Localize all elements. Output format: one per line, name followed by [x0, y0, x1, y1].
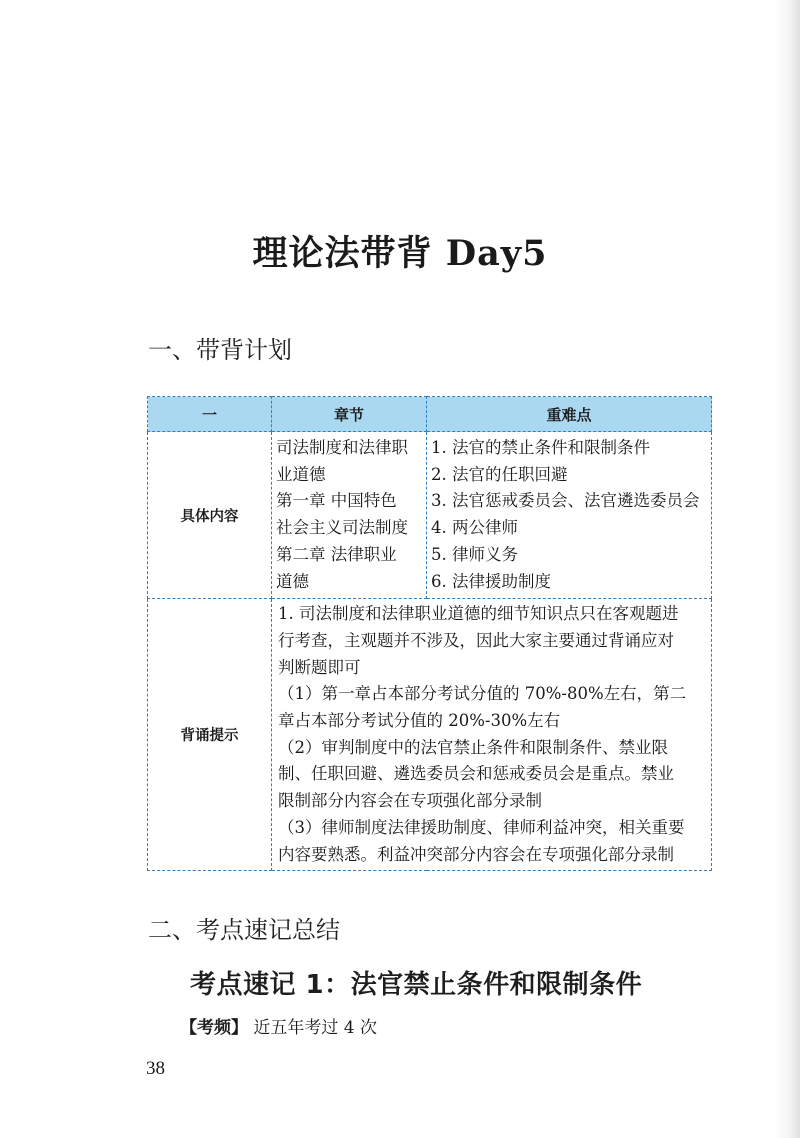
- key-point-item: 6. 法律援助制度: [431, 571, 551, 591]
- row-label-tips: 背诵提示: [148, 599, 272, 871]
- page-edge-shadow: [774, 0, 800, 1138]
- table-header-cell: 章节: [272, 397, 427, 432]
- frequency-label: 【考频】: [180, 1018, 248, 1038]
- tip-line: 行考查，主观题并不涉及，因此大家主要通过背诵应对: [278, 630, 674, 650]
- section-heading-summary: 二、考点速记总结: [148, 916, 340, 944]
- key-point-item: 1. 法官的禁止条件和限制条件: [431, 438, 650, 457]
- tip-line: 1. 司法制度和法律职业道德的细节知识点只在客观题进: [278, 604, 679, 624]
- tip-line: 制、任职回避、遴选委员会和惩戒委员会是重点。禁业: [278, 764, 674, 784]
- key-point-item: 3. 法官惩戒委员会、法官遴选委员会: [431, 491, 700, 511]
- key-point-item: 2. 法官的任职回避: [431, 464, 568, 484]
- row-label-content: 具体内容: [148, 432, 272, 599]
- key-points-cell: [427, 432, 712, 599]
- tip-line: （3）律师制度法律援助制度、律师利益冲突，相关重要: [278, 817, 685, 837]
- table-header-cell: 一: [148, 397, 272, 432]
- chapter-cell: [272, 432, 427, 599]
- table-row-tips: [148, 599, 712, 871]
- chapter-line: 业道德: [276, 464, 326, 484]
- tips-cell: [272, 599, 712, 871]
- chapter-line: 第二章 法律职业: [276, 544, 397, 564]
- page-number: 38: [146, 1058, 165, 1079]
- chapter-line: 司法制度和法律职: [276, 438, 408, 457]
- key-point-item: 5. 律师义务: [431, 544, 518, 564]
- table-header-cell: 重难点: [427, 397, 712, 432]
- frequency-line: [180, 1013, 377, 1038]
- chapter-line: 第一章 中国特色: [276, 491, 397, 511]
- point-heading: 考点速记 1：法官禁止条件和限制条件: [190, 970, 643, 1000]
- section-heading-plan: 一、带背计划: [148, 336, 292, 364]
- tip-line: 判断题即可: [278, 657, 361, 677]
- table-header-row: [148, 397, 712, 432]
- page-title: 理论法带背 Day5: [252, 233, 548, 274]
- table-row-content: [148, 432, 712, 599]
- tip-line: 内容要熟悉。利益冲突部分内容会在专项强化部分录制: [278, 844, 674, 864]
- frequency-value: 近五年考过 4 次: [253, 1018, 378, 1038]
- study-plan-table: [147, 396, 712, 871]
- chapter-line: 社会主义司法制度: [276, 518, 408, 538]
- chapter-line: 道德: [276, 571, 309, 591]
- tip-line: （2）审判制度中的法官禁止条件和限制条件、禁业限: [278, 737, 668, 757]
- tip-line: 章占本部分考试分值的 20%-30%左右: [278, 711, 561, 731]
- tip-line: （1）第一章占本部分考试分值的 70%-80%左右，第二: [278, 684, 687, 704]
- key-point-item: 4. 两公律师: [431, 518, 518, 538]
- tip-line: 限制部分内容会在专项强化部分录制: [278, 791, 542, 811]
